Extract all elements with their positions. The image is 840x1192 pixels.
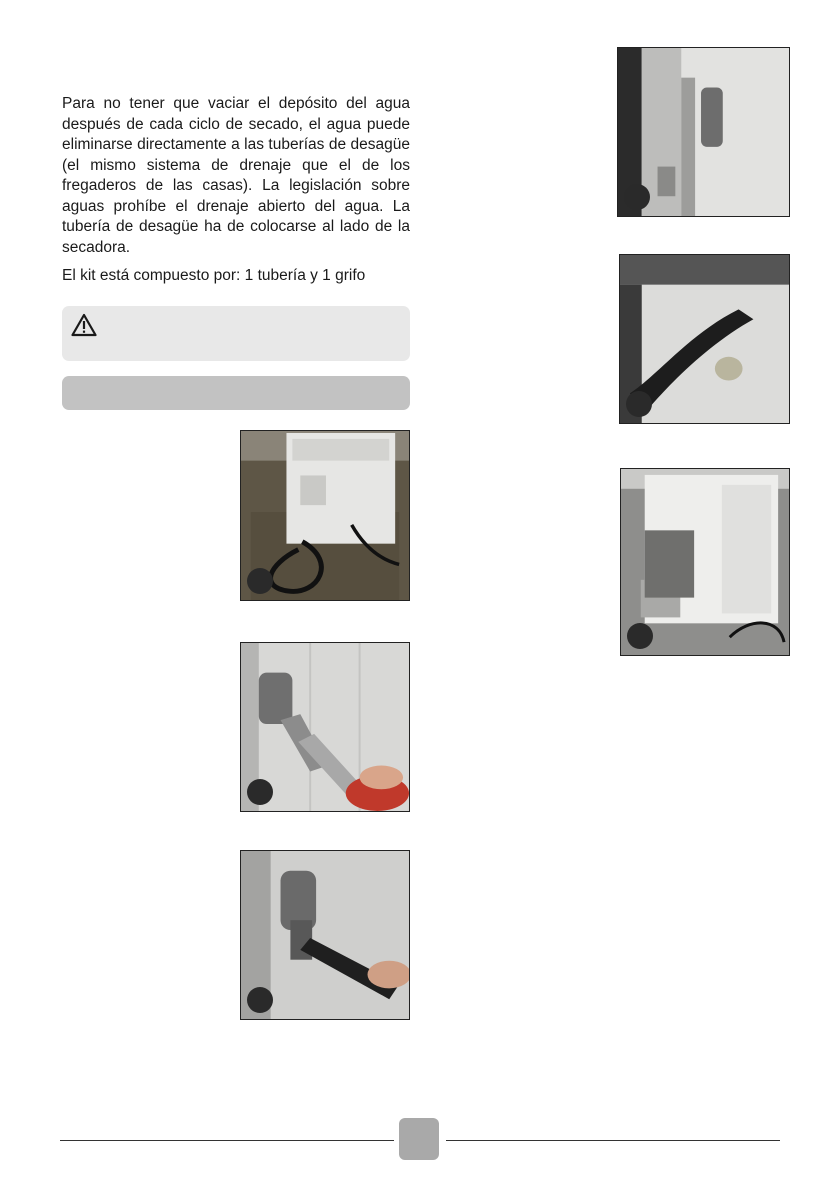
step-badge <box>247 987 273 1013</box>
step-badge <box>247 568 273 594</box>
photo-connecting-hose <box>240 850 410 1020</box>
kit-contents-text: El kit está compuesto por: 1 tubería y 1 grifo <box>62 267 366 284</box>
step-badge <box>247 779 273 805</box>
photo-dryer-rear-view <box>620 468 790 656</box>
step-badge <box>626 391 652 417</box>
footer-rule-left <box>60 1140 394 1141</box>
step-badge <box>624 184 650 210</box>
warning-note-box <box>62 306 410 361</box>
intro-paragraph: Para no tener que vaciar el depósito del agua después de cada ciclo de secado, el agua puede eliminarse directamente a las tuberías de desagüe (el mismo sistema de drenaje que el de los fregaderos de las casas). La legislación sobre aguas prohíbe el drenaje abierto del agua. La tubería de desagüe ha de colocarse al lado de la secadora. <box>62 95 410 256</box>
footer-rule-right <box>446 1140 780 1141</box>
photo-drain-outlet <box>617 47 790 217</box>
photo-hose-attached <box>619 254 790 424</box>
photo-cutting-cap <box>240 642 410 812</box>
section-header-bar <box>62 376 410 410</box>
step-badge <box>627 623 653 649</box>
warning-triangle-icon <box>71 313 97 337</box>
photo-dryer-with-hose <box>240 430 410 601</box>
page-number-tab <box>399 1118 439 1160</box>
